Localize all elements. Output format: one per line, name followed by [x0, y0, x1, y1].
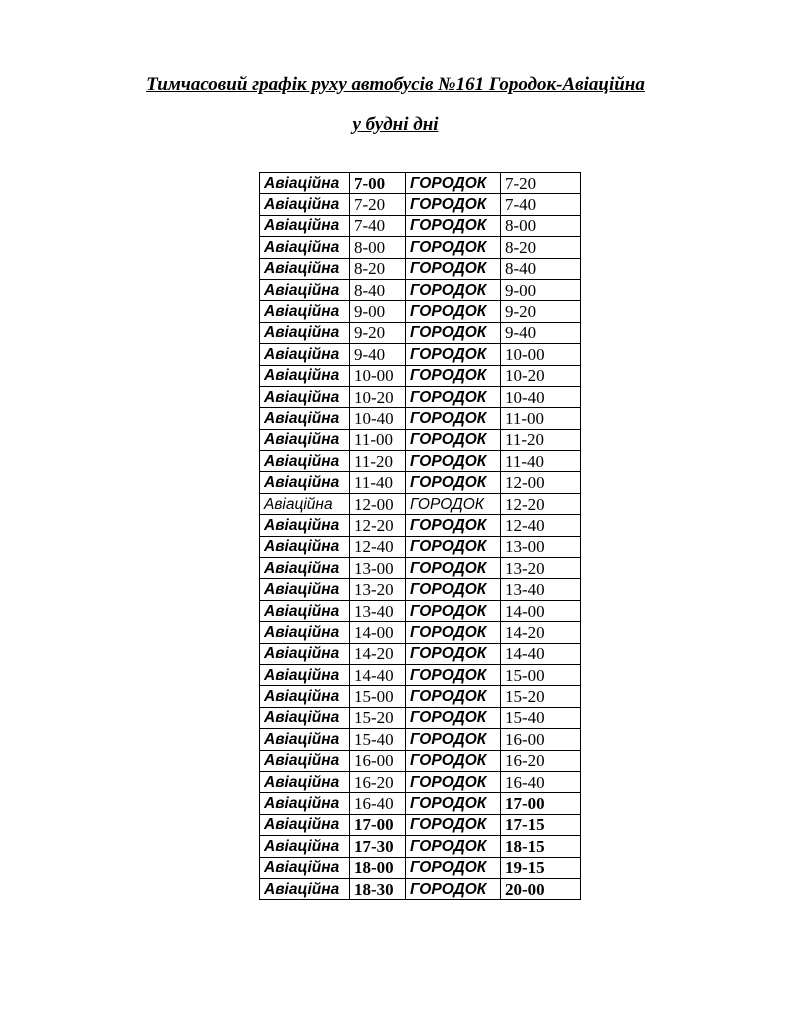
- departure-b-time: 10-20: [501, 365, 581, 386]
- schedule-row: [260, 515, 581, 536]
- stop-b-name: ГОРОДОК: [406, 771, 501, 792]
- schedule-row: [260, 814, 581, 835]
- stop-a-name: Авіаційна: [260, 194, 350, 215]
- departure-a-time: 18-00: [350, 857, 406, 878]
- departure-a-time: 14-20: [350, 643, 406, 664]
- stop-a-name: Авіаційна: [260, 215, 350, 236]
- stop-a-name: Авіаційна: [260, 472, 350, 493]
- stop-b-name: ГОРОДОК: [406, 472, 501, 493]
- departure-b-time: 10-40: [501, 386, 581, 407]
- schedule-row: [260, 707, 581, 728]
- departure-b-time: 9-00: [501, 279, 581, 300]
- stop-a-name: Авіаційна: [260, 258, 350, 279]
- schedule-row: [260, 322, 581, 343]
- departure-b-time: 8-00: [501, 215, 581, 236]
- stop-b-name: ГОРОДОК: [406, 729, 501, 750]
- departure-a-time: 9-00: [350, 301, 406, 322]
- departure-b-time: 13-40: [501, 579, 581, 600]
- schedule-row: [260, 600, 581, 621]
- schedule-row: [260, 408, 581, 429]
- schedule-row: [260, 194, 581, 215]
- departure-b-time: 19-15: [501, 857, 581, 878]
- schedule-row: [260, 686, 581, 707]
- stop-b-name: ГОРОДОК: [406, 386, 501, 407]
- departure-b-time: 16-20: [501, 750, 581, 771]
- schedule-row: [260, 301, 581, 322]
- departure-a-time: 10-00: [350, 365, 406, 386]
- departure-b-time: 16-40: [501, 771, 581, 792]
- departure-b-time: 10-00: [501, 344, 581, 365]
- schedule-row: [260, 729, 581, 750]
- stop-b-name: ГОРОДОК: [406, 194, 501, 215]
- stop-a-name: Авіаційна: [260, 429, 350, 450]
- schedule-row: [260, 258, 581, 279]
- stop-a-name: Авіаційна: [260, 686, 350, 707]
- departure-b-time: 14-00: [501, 600, 581, 621]
- departure-b-time: 16-00: [501, 729, 581, 750]
- stop-b-name: ГОРОДОК: [406, 515, 501, 536]
- departure-b-time: 15-20: [501, 686, 581, 707]
- departure-a-time: 10-20: [350, 386, 406, 407]
- stop-a-name: Авіаційна: [260, 579, 350, 600]
- departure-a-time: 8-20: [350, 258, 406, 279]
- stop-b-name: ГОРОДОК: [406, 836, 501, 857]
- departure-a-time: 16-20: [350, 771, 406, 792]
- departure-b-time: 8-40: [501, 258, 581, 279]
- schedule-row: [260, 793, 581, 814]
- stop-a-name: Авіаційна: [260, 515, 350, 536]
- departure-a-time: 15-40: [350, 729, 406, 750]
- departure-a-time: 9-40: [350, 344, 406, 365]
- departure-a-time: 18-30: [350, 878, 406, 899]
- stop-b-name: ГОРОДОК: [406, 301, 501, 322]
- schedule-row: [260, 536, 581, 557]
- departure-b-time: 12-40: [501, 515, 581, 536]
- departure-a-time: 14-00: [350, 622, 406, 643]
- stop-a-name: Авіаційна: [260, 408, 350, 429]
- page-subtitle: у будні дні: [352, 114, 439, 135]
- stop-a-name: Авіаційна: [260, 322, 350, 343]
- stop-a-name: Авіаційна: [260, 664, 350, 685]
- stop-b-name: ГОРОДОК: [406, 857, 501, 878]
- stop-a-name: Авіаційна: [260, 173, 350, 194]
- stop-b-name: ГОРОДОК: [406, 322, 501, 343]
- departure-b-time: 14-20: [501, 622, 581, 643]
- schedule-row: [260, 365, 581, 386]
- departure-b-time: 13-00: [501, 536, 581, 557]
- schedule-body: [260, 173, 581, 900]
- schedule-row: [260, 493, 581, 514]
- stop-b-name: ГОРОДОК: [406, 686, 501, 707]
- stop-b-name: ГОРОДОК: [406, 664, 501, 685]
- schedule-row: [260, 472, 581, 493]
- stop-b-name: ГОРОДОК: [406, 643, 501, 664]
- departure-b-time: 7-40: [501, 194, 581, 215]
- departure-a-time: 13-20: [350, 579, 406, 600]
- departure-b-time: 13-20: [501, 558, 581, 579]
- stop-b-name: ГОРОДОК: [406, 237, 501, 258]
- stop-a-name: Авіаційна: [260, 386, 350, 407]
- schedule-row: [260, 750, 581, 771]
- departure-b-time: 17-00: [501, 793, 581, 814]
- departure-a-time: 9-20: [350, 322, 406, 343]
- stop-a-name: Авіаційна: [260, 493, 350, 514]
- stop-a-name: Авіаційна: [260, 707, 350, 728]
- stop-a-name: Авіаційна: [260, 301, 350, 322]
- stop-b-name: ГОРОДОК: [406, 600, 501, 621]
- departure-a-time: 8-40: [350, 279, 406, 300]
- departure-a-time: 16-40: [350, 793, 406, 814]
- stop-a-name: Авіаційна: [260, 878, 350, 899]
- stop-a-name: Авіаційна: [260, 793, 350, 814]
- stop-b-name: ГОРОДОК: [406, 279, 501, 300]
- stop-b-name: ГОРОДОК: [406, 451, 501, 472]
- departure-b-time: 17-15: [501, 814, 581, 835]
- departure-a-time: 12-40: [350, 536, 406, 557]
- stop-a-name: Авіаційна: [260, 558, 350, 579]
- stop-a-name: Авіаційна: [260, 344, 350, 365]
- departure-a-time: 8-00: [350, 237, 406, 258]
- schedule-row: [260, 664, 581, 685]
- schedule-row: [260, 173, 581, 194]
- stop-b-name: ГОРОДОК: [406, 878, 501, 899]
- stop-b-name: ГОРОДОК: [406, 536, 501, 557]
- departure-a-time: 12-00: [350, 493, 406, 514]
- departure-b-time: 8-20: [501, 237, 581, 258]
- schedule-row: [260, 643, 581, 664]
- stop-a-name: Авіаційна: [260, 600, 350, 621]
- stop-a-name: Авіаційна: [260, 643, 350, 664]
- stop-a-name: Авіаційна: [260, 750, 350, 771]
- departure-a-time: 17-00: [350, 814, 406, 835]
- schedule-row: [260, 558, 581, 579]
- stop-a-name: Авіаційна: [260, 857, 350, 878]
- stop-b-name: ГОРОДОК: [406, 408, 501, 429]
- departure-b-time: 11-00: [501, 408, 581, 429]
- departure-a-time: 13-00: [350, 558, 406, 579]
- departure-b-time: 12-20: [501, 493, 581, 514]
- schedule-row: [260, 386, 581, 407]
- stop-a-name: Авіаційна: [260, 814, 350, 835]
- departure-b-time: 11-40: [501, 451, 581, 472]
- stop-b-name: ГОРОДОК: [406, 793, 501, 814]
- stop-a-name: Авіаційна: [260, 536, 350, 557]
- schedule-row: [260, 836, 581, 857]
- page-title: Тимчасовий графік руху автобусів №161 Городок-Авіаційна: [146, 74, 645, 95]
- departure-a-time: 13-40: [350, 600, 406, 621]
- departure-a-time: 11-20: [350, 451, 406, 472]
- schedule-row: [260, 344, 581, 365]
- departure-b-time: 9-20: [501, 301, 581, 322]
- departure-b-time: 7-20: [501, 173, 581, 194]
- stop-b-name: ГОРОДОК: [406, 344, 501, 365]
- departure-a-time: 7-20: [350, 194, 406, 215]
- schedule-row: [260, 429, 581, 450]
- schedule-row: [260, 771, 581, 792]
- departure-b-time: 18-15: [501, 836, 581, 857]
- stop-a-name: Авіаційна: [260, 451, 350, 472]
- schedule-row: [260, 451, 581, 472]
- departure-a-time: 12-20: [350, 515, 406, 536]
- stop-b-name: ГОРОДОК: [406, 429, 501, 450]
- departure-a-time: 14-40: [350, 664, 406, 685]
- stop-b-name: ГОРОДОК: [406, 579, 501, 600]
- stop-a-name: Авіаційна: [260, 771, 350, 792]
- stop-b-name: ГОРОДОК: [406, 215, 501, 236]
- departure-a-time: 7-40: [350, 215, 406, 236]
- stop-a-name: Авіаційна: [260, 279, 350, 300]
- schedule-row: [260, 622, 581, 643]
- stop-b-name: ГОРОДОК: [406, 814, 501, 835]
- departure-a-time: 11-00: [350, 429, 406, 450]
- departure-a-time: 15-20: [350, 707, 406, 728]
- departure-b-time: 14-40: [501, 643, 581, 664]
- schedule-row: [260, 857, 581, 878]
- stop-a-name: Авіаційна: [260, 365, 350, 386]
- stop-b-name: ГОРОДОК: [406, 558, 501, 579]
- departure-b-time: 9-40: [501, 322, 581, 343]
- departure-a-time: 10-40: [350, 408, 406, 429]
- departure-b-time: 11-20: [501, 429, 581, 450]
- departure-a-time: 16-00: [350, 750, 406, 771]
- departure-b-time: 15-00: [501, 664, 581, 685]
- departure-a-time: 7-00: [350, 173, 406, 194]
- departure-b-time: 15-40: [501, 707, 581, 728]
- schedule-table: [259, 172, 581, 900]
- departure-b-time: 12-00: [501, 472, 581, 493]
- schedule-row: [260, 215, 581, 236]
- schedule-row: [260, 579, 581, 600]
- departure-a-time: 15-00: [350, 686, 406, 707]
- departure-b-time: 20-00: [501, 878, 581, 899]
- stop-a-name: Авіаційна: [260, 622, 350, 643]
- stop-b-name: ГОРОДОК: [406, 622, 501, 643]
- stop-b-name: ГОРОДОК: [406, 493, 501, 514]
- departure-a-time: 11-40: [350, 472, 406, 493]
- schedule-row: [260, 237, 581, 258]
- schedule-row: [260, 878, 581, 899]
- stop-b-name: ГОРОДОК: [406, 365, 501, 386]
- stop-a-name: Авіаційна: [260, 237, 350, 258]
- stop-b-name: ГОРОДОК: [406, 258, 501, 279]
- departure-a-time: 17-30: [350, 836, 406, 857]
- stop-b-name: ГОРОДОК: [406, 707, 501, 728]
- stop-a-name: Авіаційна: [260, 836, 350, 857]
- stop-a-name: Авіаційна: [260, 729, 350, 750]
- stop-b-name: ГОРОДОК: [406, 750, 501, 771]
- schedule-row: [260, 279, 581, 300]
- stop-b-name: ГОРОДОК: [406, 173, 501, 194]
